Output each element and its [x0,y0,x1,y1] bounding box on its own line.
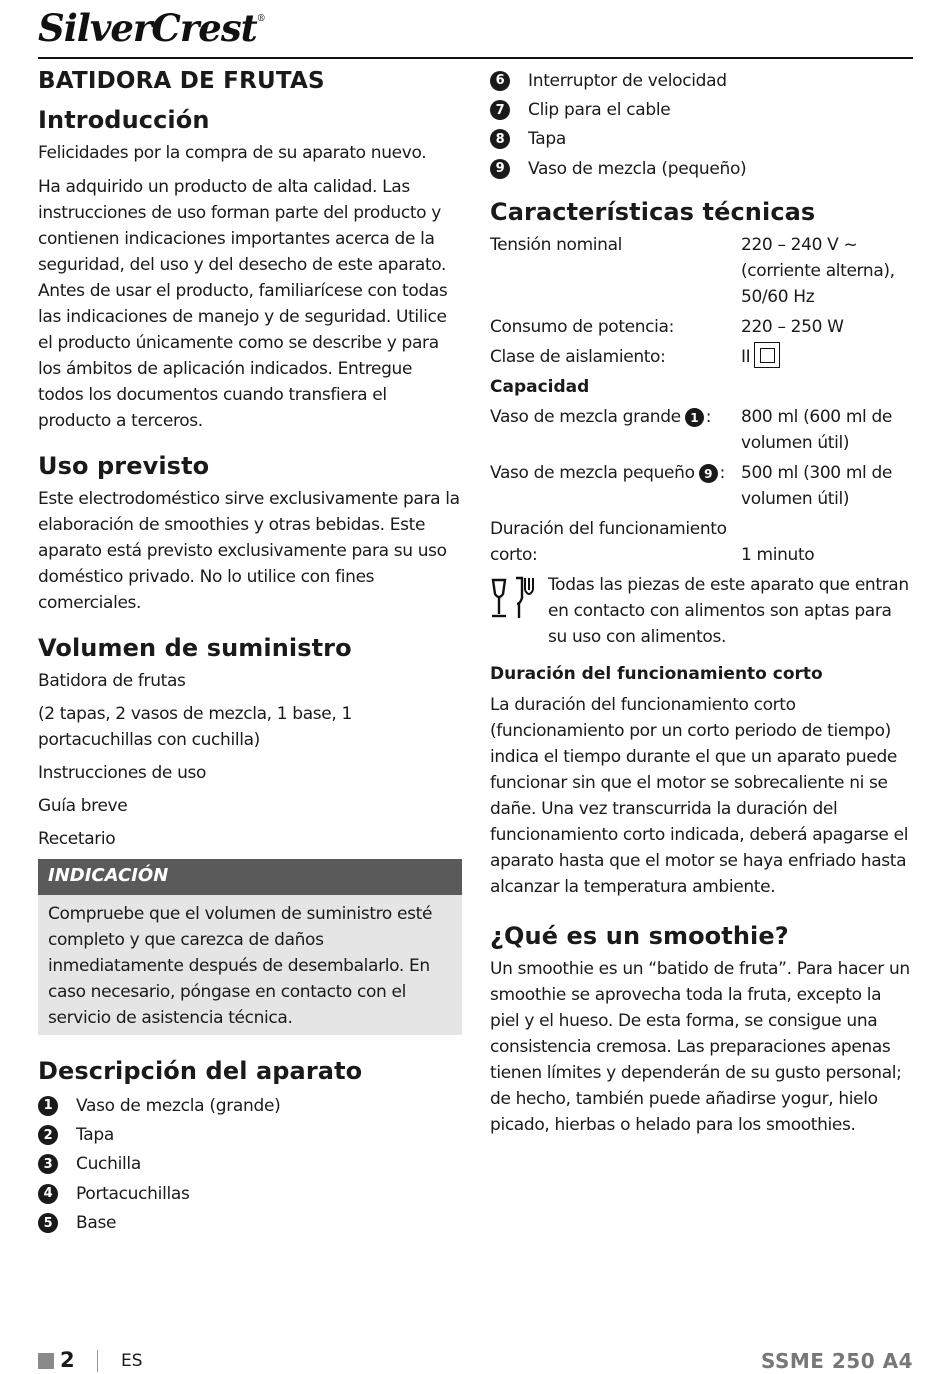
use-heading: Uso previsto [38,452,210,480]
list-item [38,1209,462,1238]
food-safe-text: Todas las piezas de este aparato que entran en contacto con alimentos son aptas para su uso con alimentos. [548,574,909,647]
description-section [38,1057,462,1238]
specs-section [490,198,914,650]
spec-label: Consumo de potencia: [490,316,675,337]
footer-divider [97,1350,98,1372]
use-paragraph: Este electrodoméstico sirve exclusivamente para la elaboración de smoothies y otras bebidas. Este aparato está previsto exclusivamente para su uso doméstico privado. No lo utilice con fines comerciales. [38,489,460,613]
spec-row-small-jar [490,460,914,512]
spec-row-big-jar [490,404,914,456]
note-text: Compruebe que el volumen de suministro esté completo y que carezca de daños inmediatamente después de desembalarlo. En caso necesario, póngase en contacto con el servicio de asistencia técnica. [48,904,433,1028]
number-badge: 5 [38,1213,58,1233]
spec-label: Duración del funcionamiento corto: [490,518,727,565]
supply-item: Batidora de frutas [38,671,186,691]
left-column [38,66,462,1238]
number-badge: 9 [699,464,718,483]
specs-heading: Características técnicas [490,197,816,226]
number-badge: 3 [38,1154,58,1174]
food-safe-note [490,572,914,650]
part-label: Tapa [76,1125,114,1146]
food-safe-icon [490,574,538,624]
spec-row-power [490,314,914,340]
supply-heading: Volumen de suministro [38,634,352,662]
spec-label [490,460,741,512]
intro-heading: Introducción [38,106,210,134]
note-title: INDICACIÓN [38,859,462,895]
spec-value: 220 – 240 V ~ (corriente alterna), 50/60 Hz [741,234,895,307]
spec-value: 500 ml (300 ml de volumen útil) [741,462,893,509]
short-operation-text: La duración del funcionamiento corto (funcionamiento por un corto periodo de tiempo) indica el tiempo durante el que un aparato puede funcionar sin que el motor se sobrecaliente ni se dañe. Una vez transcurrida la duración del funcionamiento corto indicada, deberá apagarse el aparato hasta que el motor se haya enfriado hasta alcanzar la temperatura ambiente. [490,694,909,897]
spec-value: 1 minuto [741,544,815,565]
double-insulation-icon [754,342,780,368]
list-item [38,1150,462,1179]
spec-colon: : [705,406,712,427]
spec-label-text: Vaso de mezcla grande [490,406,681,427]
spec-row-duration [490,516,914,568]
short-operation-heading: Duración del funcionamiento corto [490,663,823,684]
smoothie-heading: ¿Qué es un smoothie? [490,921,789,950]
part-label: Interruptor de velocidad [528,70,727,91]
spec-value: 220 – 250 W [741,316,844,337]
brand-name: SilverCrest [38,6,257,50]
part-label: Clip para el cable [528,100,671,121]
intro-paragraph-1: Felicidades por la compra de su aparato nuevo. [38,143,427,163]
model-number: SSME 250 A4 [760,1349,913,1373]
list-item [490,125,914,154]
spec-colon: : [719,462,726,483]
spec-row-insulation [490,344,914,370]
spec-row-voltage [490,232,914,310]
supply-item: Guía breve [38,796,128,816]
smoothie-section [490,922,914,1138]
note-box [38,859,462,1035]
supply-item: Instrucciones de uso [38,763,207,783]
spec-value: 800 ml (600 ml de volumen útil) [741,406,893,453]
list-item [38,1091,462,1120]
number-badge: 8 [490,129,510,149]
number-badge: 7 [490,100,510,120]
spec-label: Tensión nominal [490,234,623,255]
intro-section [38,106,462,434]
header-rule [38,57,913,59]
number-badge: 4 [38,1184,58,1204]
intro-paragraph-2: Ha adquirido un producto de alta calidad. Las instrucciones de uso forman parte del producto y contienen indicaciones importantes acerca de la seguridad, del uso y del desecho de este aparato. Antes de usar el producto, familiarícese con todas las indicaciones de manejo y de seguridad. Utilice el producto únicamente como se describe y para los ámbitos de aplicación indicados. Entregue todos los documentos cuando transfiera el producto a terceros. [38,177,448,431]
capacity-label: Capacidad [490,376,590,397]
number-badge: 1 [685,408,704,427]
list-item [38,1179,462,1208]
number-badge: 9 [490,159,510,179]
number-badge: 6 [490,71,510,91]
spec-label: Clase de aislamiento: [490,346,666,367]
supply-section [38,634,462,852]
use-section [38,452,462,616]
brand-logo [38,6,265,50]
parts-list [38,1091,462,1238]
supply-item: (2 tapas, 2 vasos de mezcla, 1 base, 1 portacuchillas con cuchilla) [38,704,352,750]
part-label: Portacuchillas [76,1183,190,1204]
right-column [490,66,914,1156]
description-heading: Descripción del aparato [38,1057,363,1085]
part-label: Vaso de mezcla (pequeño) [528,158,747,179]
part-label: Tapa [528,129,566,150]
short-operation-section [490,664,914,900]
page-number: 2 [60,1348,75,1372]
spec-label-text: Vaso de mezcla pequeño [490,462,695,483]
note-body [38,895,462,1035]
smoothie-text: Un smoothie es un “batido de fruta”. Para hacer un smoothie se aprovecha toda la fruta, excepto la piel y el hueso. De esta forma, se consigue una consistencia cremosa. Las preparaciones apenas tienen límites y dependerán de su gusto personal; de hecho, también puede añadirse yogur, hielo picado, hierbas o helado para los smoothies. [490,958,910,1135]
list-item [490,154,914,183]
insulation-class: II [741,346,751,367]
list-item [490,66,914,95]
footer-marker [38,1353,54,1369]
list-item [38,1120,462,1149]
part-label: Base [76,1213,117,1234]
page-title: BATIDORA DE FRUTAS [38,68,325,94]
registered-mark: ® [256,14,265,24]
spec-value [741,344,914,370]
number-badge: 1 [38,1096,58,1116]
part-label: Vaso de mezcla (grande) [76,1095,281,1116]
supply-item: Recetario [38,829,116,849]
number-badge: 2 [38,1125,58,1145]
spec-label [490,404,741,456]
parts-list-continued [490,66,914,184]
part-label: Cuchilla [76,1154,141,1175]
list-item [490,95,914,124]
language-code: ES [121,1351,143,1371]
